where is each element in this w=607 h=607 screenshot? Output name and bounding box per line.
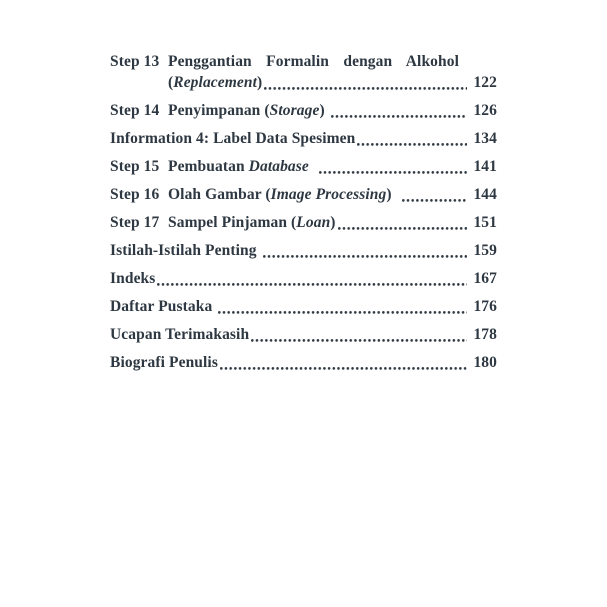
dot-leader: [264, 72, 467, 93]
toc-line: [110, 296, 497, 317]
title-segment: Pembuatan: [168, 158, 249, 175]
title-segment: Information 4: Label Data Spesimen: [110, 130, 356, 147]
toc-line: [110, 212, 497, 233]
toc-entry: [110, 100, 497, 121]
title-segment: Penggantian Formalin dengan Alkohol: [168, 53, 459, 70]
toc-line: [110, 352, 497, 373]
entry-title: [110, 128, 355, 149]
entry-title: [168, 51, 459, 72]
entry-label: Step 13: [110, 53, 160, 70]
title-segment-italic: Image Processing: [270, 186, 387, 203]
toc-line: [110, 268, 497, 289]
entry-title: [168, 184, 400, 205]
entry-title: [168, 212, 336, 233]
toc-line: [110, 128, 497, 149]
toc-line: [110, 184, 497, 205]
title-segment: Daftar Pustaka: [110, 298, 217, 315]
title-segment-italic: Database: [248, 158, 309, 175]
toc-entry: [110, 296, 497, 317]
title-segment: Biografi Penulis: [110, 354, 218, 371]
toc-line: [110, 156, 497, 177]
dot-leader: [331, 100, 467, 121]
entry-title: [168, 100, 329, 121]
dot-leader: [218, 296, 467, 317]
entry-title: [110, 352, 218, 373]
dot-leader: [338, 212, 467, 233]
title-segment: Istilah-Istilah Penting: [110, 242, 261, 259]
entry-title: [110, 296, 216, 317]
dot-leader: [251, 324, 467, 345]
toc-entry: [110, 156, 497, 177]
dot-leader: [263, 240, 467, 261]
title-segment: ): [386, 186, 400, 203]
page-number: 167: [473, 270, 497, 287]
title-segment: Ucapan Terimakasih: [110, 326, 250, 343]
toc-line: [110, 100, 497, 121]
page-number: 134: [473, 130, 497, 147]
toc-entry: [110, 352, 497, 373]
dot-leader: [220, 352, 467, 373]
title-segment: ): [319, 102, 329, 119]
toc-entry: [110, 268, 497, 289]
entry-title: [110, 324, 249, 345]
dot-leader: [357, 128, 467, 149]
page-number: 126: [473, 102, 497, 119]
page-number: 122: [473, 74, 497, 91]
entry-label: Step 16: [110, 186, 160, 203]
page-number: 151: [473, 214, 497, 231]
title-segment: Indeks: [110, 270, 156, 287]
title-segment: Olah Gambar (: [168, 186, 271, 203]
toc-line: [110, 51, 497, 72]
toc-line: [110, 240, 497, 261]
title-segment: ): [257, 74, 263, 91]
title-segment-italic: Loan: [296, 214, 331, 231]
title-segment-italic: Replacement: [173, 74, 258, 91]
toc-entry: [110, 324, 497, 345]
toc-entry: [110, 128, 497, 149]
toc-entry: [110, 240, 497, 261]
toc-entry: [110, 51, 497, 93]
dot-leader: [157, 268, 467, 289]
entry-label: Step 14: [110, 102, 160, 119]
page-number: 178: [473, 326, 497, 343]
page-number: 144: [473, 186, 497, 203]
title-segment: Penyimpanan (: [168, 102, 270, 119]
title-segment: [309, 158, 317, 175]
title-segment: ): [330, 214, 336, 231]
page-number: 176: [473, 298, 497, 315]
dot-leader: [402, 184, 467, 205]
page-number: 159: [473, 242, 497, 259]
toc-line: [110, 72, 497, 93]
entry-title: [168, 156, 317, 177]
entry-label: Step 17: [110, 214, 160, 231]
entry-title: [110, 240, 261, 261]
entry-title: [110, 268, 155, 289]
entry-title: [168, 72, 262, 93]
page-number: 180: [473, 354, 497, 371]
title-segment-italic: Storage: [269, 102, 320, 119]
toc-entry: [110, 184, 497, 205]
entry-label: Step 15: [110, 158, 160, 175]
toc-list: [110, 51, 497, 380]
dot-leader: [319, 156, 467, 177]
title-segment: (: [168, 74, 174, 91]
toc-line: [110, 324, 497, 345]
page-number: 141: [473, 158, 497, 175]
toc-entry: [110, 212, 497, 233]
title-segment: Sampel Pinjaman (: [168, 214, 297, 231]
